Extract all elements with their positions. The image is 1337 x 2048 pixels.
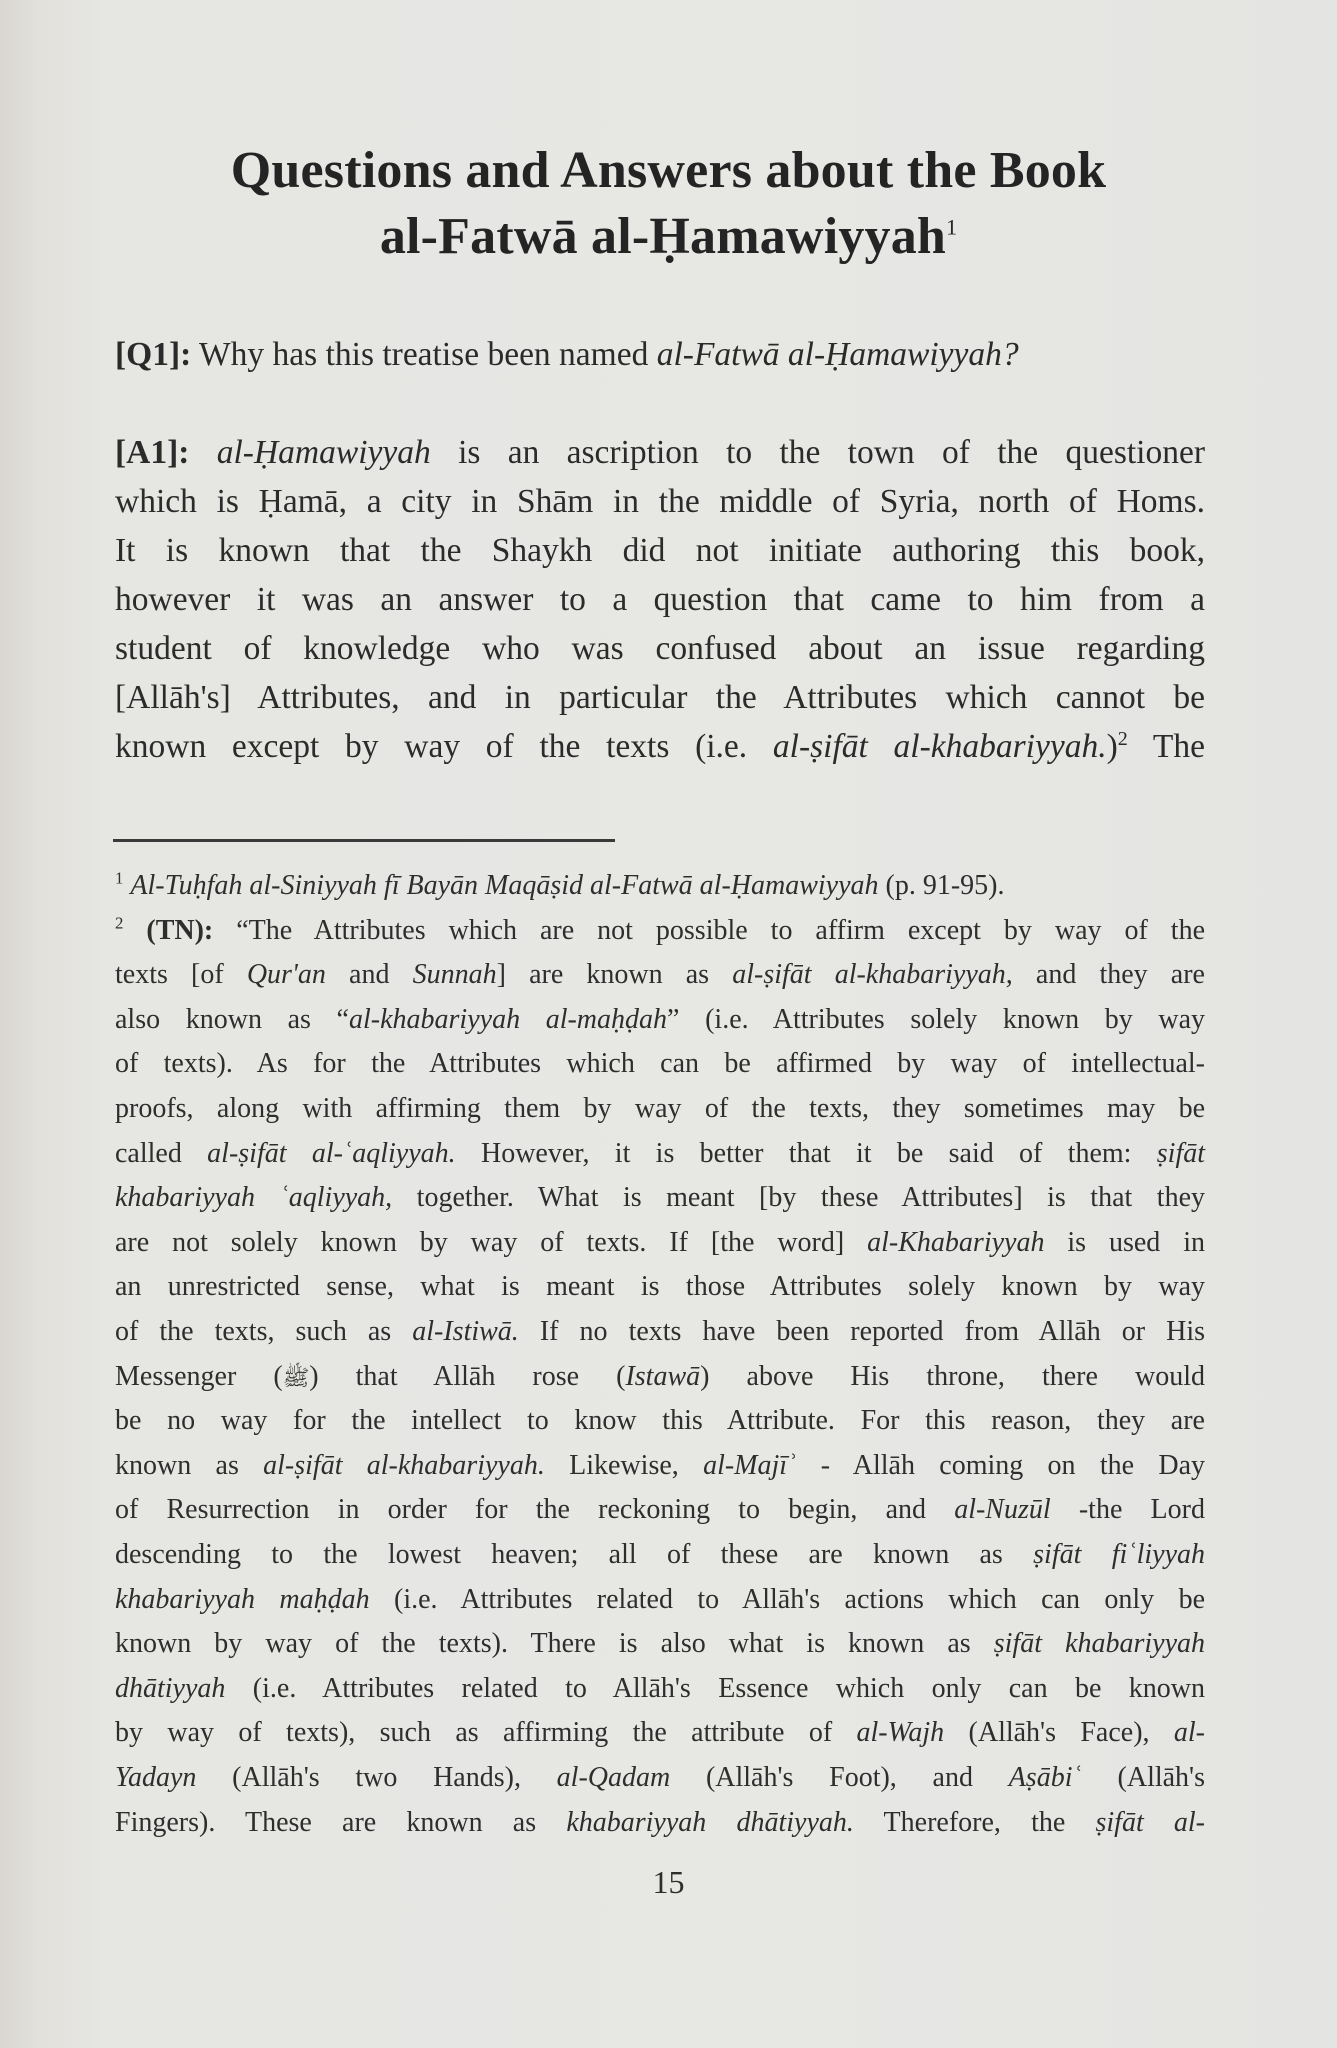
text-segment: (Allāh's Face), <box>944 1717 1174 1748</box>
text-segment: an unrestricted sense, what is meant is those Attributes solely known by way <box>115 1271 1205 1302</box>
answer-line <box>115 727 1205 767</box>
footnote-reference[interactable]: 2 <box>1117 727 1128 750</box>
text-segment: ) that Allāh rose ( <box>309 1361 626 1392</box>
footnote-2-line <box>115 1404 1205 1438</box>
text-segment: ṣifāt fiʿliyyah <box>1033 1539 1206 1570</box>
text-segment: al-ṣifāt al-khabariyyah. <box>772 728 1107 765</box>
text-segment: Fingers). These are known as <box>115 1807 567 1838</box>
text-segment: known by way of the texts). There is also what is known as <box>115 1628 994 1659</box>
chapter-title-line-1: Questions and Answers about the Book <box>230 142 1107 199</box>
text-segment: (p. 91-95). <box>878 870 1005 901</box>
text-segment: together. What is meant [by these Attributes] is that they <box>392 1182 1205 1213</box>
text-segment: (Allāh's two Hands), <box>196 1762 557 1793</box>
text-segment: of the texts, such as <box>115 1316 413 1347</box>
text-segment: Messenger ( <box>115 1361 283 1392</box>
text-segment: of texts). As for the Attributes which can be affirmed by way of intellectual- <box>115 1048 1205 1079</box>
text-segment: and they are <box>1012 959 1205 990</box>
footnote-2-line <box>115 1672 1205 1706</box>
text-segment: be no way for the intellect to know this Attribute. For this reason, they are <box>115 1405 1205 1436</box>
text-segment: al-Istiwā. <box>412 1316 519 1347</box>
footnote-reference[interactable]: 2 <box>115 913 124 933</box>
text-segment: is used in <box>1044 1227 1206 1258</box>
footnote-separator-rule <box>113 839 615 842</box>
footnote-1-line <box>115 869 1205 903</box>
answer-line <box>115 678 1205 718</box>
text-segment: known except by way of the texts (i.e. <box>115 728 773 765</box>
text-segment: [Allāh's] Attributes, and in particular the Attributes which cannot be <box>115 679 1205 716</box>
text-segment: (Allāh's Foot), and <box>670 1762 1009 1793</box>
text-segment: al-Majīʾ <box>703 1450 797 1481</box>
text-segment: The <box>1127 728 1205 765</box>
answer-line <box>115 531 1205 571</box>
chapter-title-line-2 <box>0 204 1337 270</box>
answer-line <box>115 482 1205 522</box>
text-segment: proofs, along with affirming them by way of the texts, they sometimes may be <box>115 1093 1205 1124</box>
footnote-reference-1[interactable]: 1 <box>946 215 958 240</box>
text-segment: khabariyyah ʿaqliyyah, <box>115 1182 393 1213</box>
footnote-2-line <box>115 1806 1205 1840</box>
text-segment: texts [of <box>115 959 247 990</box>
text-segment: and <box>325 959 413 990</box>
text-segment: al-khabariyyah al-maḥḍah <box>349 1004 668 1035</box>
text-segment: Yadayn <box>115 1762 197 1793</box>
text-segment: ) above His throne, there would <box>700 1361 1205 1392</box>
question-q1 <box>115 335 1205 375</box>
footnote-2-line <box>115 1493 1205 1527</box>
footnote-2-line <box>115 1181 1205 1215</box>
page-number: 15 <box>652 1864 685 1900</box>
text-segment: ) <box>1106 728 1118 765</box>
text-segment: “The Attributes which are not possible to affirm except by way of the <box>213 915 1206 946</box>
text-segment: [A1]: <box>115 434 190 471</box>
question-label: [Q1]: <box>115 336 192 373</box>
text-segment: Why has this treatise been named <box>191 336 657 373</box>
answer-line <box>115 433 1205 473</box>
salutation-glyph: ﷺ <box>282 1366 310 1391</box>
footnote-2-line <box>115 1761 1205 1795</box>
text-segment: - Allāh coming on the Day <box>796 1450 1205 1481</box>
footnote-2-line <box>115 1047 1205 1081</box>
chapter-title-line-2-text: al-Fatwā al-Ḥamawiyyah <box>379 208 947 265</box>
text-segment: is an ascription to the town of the questioner <box>430 434 1206 471</box>
text-segment: (i.e. Attributes related to Allāh's Essence which only can be known <box>225 1673 1205 1704</box>
text-segment: al-Khabariyyah <box>867 1227 1045 1258</box>
text-segment: ṣifāt <box>1156 1138 1206 1169</box>
text-segment: of Resurrection in order for the reckoning to begin, and <box>115 1494 955 1525</box>
footnote-2-line <box>115 1226 1205 1260</box>
text-segment <box>189 434 216 471</box>
text-segment: Al-Tuḥfah al-Siniyyah fī Bayān Maqāṣid al-Fatwā al-Ḥamawiyyah <box>130 870 879 901</box>
text-segment: al-ṣifāt al-ʿaqliyyah. <box>207 1138 456 1169</box>
footnote-2-line <box>115 1137 1205 1171</box>
text-segment: ] are known as <box>496 959 733 990</box>
text-segment: student of knowledge who was confused about an issue regarding <box>115 630 1205 667</box>
footnote-2-line <box>115 1583 1205 1617</box>
text-segment: ṣifāt khabariyyah <box>993 1628 1205 1659</box>
footnote-2-line <box>115 1315 1205 1349</box>
text-segment: (i.e. Attributes related to Allāh's actions which can only be <box>369 1584 1205 1615</box>
footnote-2-line <box>115 1538 1205 1572</box>
text-segment: are not solely known by way of texts. If [the word] <box>115 1227 868 1258</box>
footnote-2-line <box>115 1716 1205 1750</box>
text-segment: ṣifāt al- <box>1095 1807 1206 1838</box>
footnote-2-line <box>115 1627 1205 1661</box>
text-segment: al-Wajh <box>856 1717 945 1748</box>
text-segment: If no texts have been reported from Allāh or His <box>518 1316 1206 1347</box>
text-segment <box>123 915 146 946</box>
footnote-2-line <box>115 1003 1205 1037</box>
answer-line <box>115 580 1205 620</box>
footnote-2-line <box>115 1360 1205 1396</box>
text-segment: called <box>115 1138 208 1169</box>
text-segment: however it was an answer to a question that came to him from a <box>115 581 1205 618</box>
footnote-2-line <box>115 914 1205 948</box>
chapter-title <box>0 138 1337 270</box>
text-segment: (TN): <box>146 915 214 946</box>
text-segment: Therefore, the <box>853 1807 1096 1838</box>
question-text <box>191 336 1018 373</box>
footnote-2-line <box>115 1092 1205 1126</box>
text-segment: descending to the lowest heaven; all of these are known as <box>115 1539 1034 1570</box>
text-segment: al- <box>1173 1717 1206 1748</box>
text-segment: ” (i.e. Attributes solely known by way <box>667 1004 1206 1035</box>
text-segment: known as <box>115 1450 264 1481</box>
text-segment: al-Ḥamawiyyah <box>216 434 431 471</box>
text-segment: (Allāh's <box>1081 1762 1205 1793</box>
text-segment: -the Lord <box>1050 1494 1205 1525</box>
text-segment: Sunnah <box>412 959 497 990</box>
text-segment: It is known that the Shaykh did not initiate authoring this book, <box>115 532 1205 569</box>
text-segment: dhātiyyah <box>115 1673 226 1704</box>
text-segment: Qur'an <box>246 959 326 990</box>
text-segment: al-Fatwā al-Ḥamawiyyah? <box>656 336 1019 373</box>
footnote-reference[interactable]: 1 <box>115 868 124 888</box>
text-segment: al-Qadam <box>556 1762 671 1793</box>
text-segment: Istawā <box>625 1361 701 1392</box>
answer-line <box>115 629 1205 669</box>
footnote-2-line <box>115 958 1205 992</box>
text-segment: also known as “ <box>115 1004 349 1035</box>
text-segment: khabariyyah maḥḍah <box>115 1584 370 1615</box>
text-segment: Likewise, <box>544 1450 704 1481</box>
footnote-2-line <box>115 1270 1205 1304</box>
text-segment: Aṣābiʿ <box>1008 1762 1082 1793</box>
text-segment: al-Nuzūl <box>954 1494 1051 1525</box>
text-segment: al-ṣifāt al-khabariyyah. <box>263 1450 545 1481</box>
text-segment: which is Ḥamā, a city in Shām in the middle of Syria, north of Homs. <box>115 483 1205 520</box>
text-segment: khabariyyah dhātiyyah. <box>566 1807 854 1838</box>
footnote-2-line <box>115 1449 1205 1483</box>
text-segment: However, it is better that it be said of them: <box>455 1138 1157 1169</box>
text-segment: al-ṣifāt al-khabariyyah, <box>732 959 1013 990</box>
text-segment: by way of texts), such as affirming the attribute of <box>115 1717 857 1748</box>
